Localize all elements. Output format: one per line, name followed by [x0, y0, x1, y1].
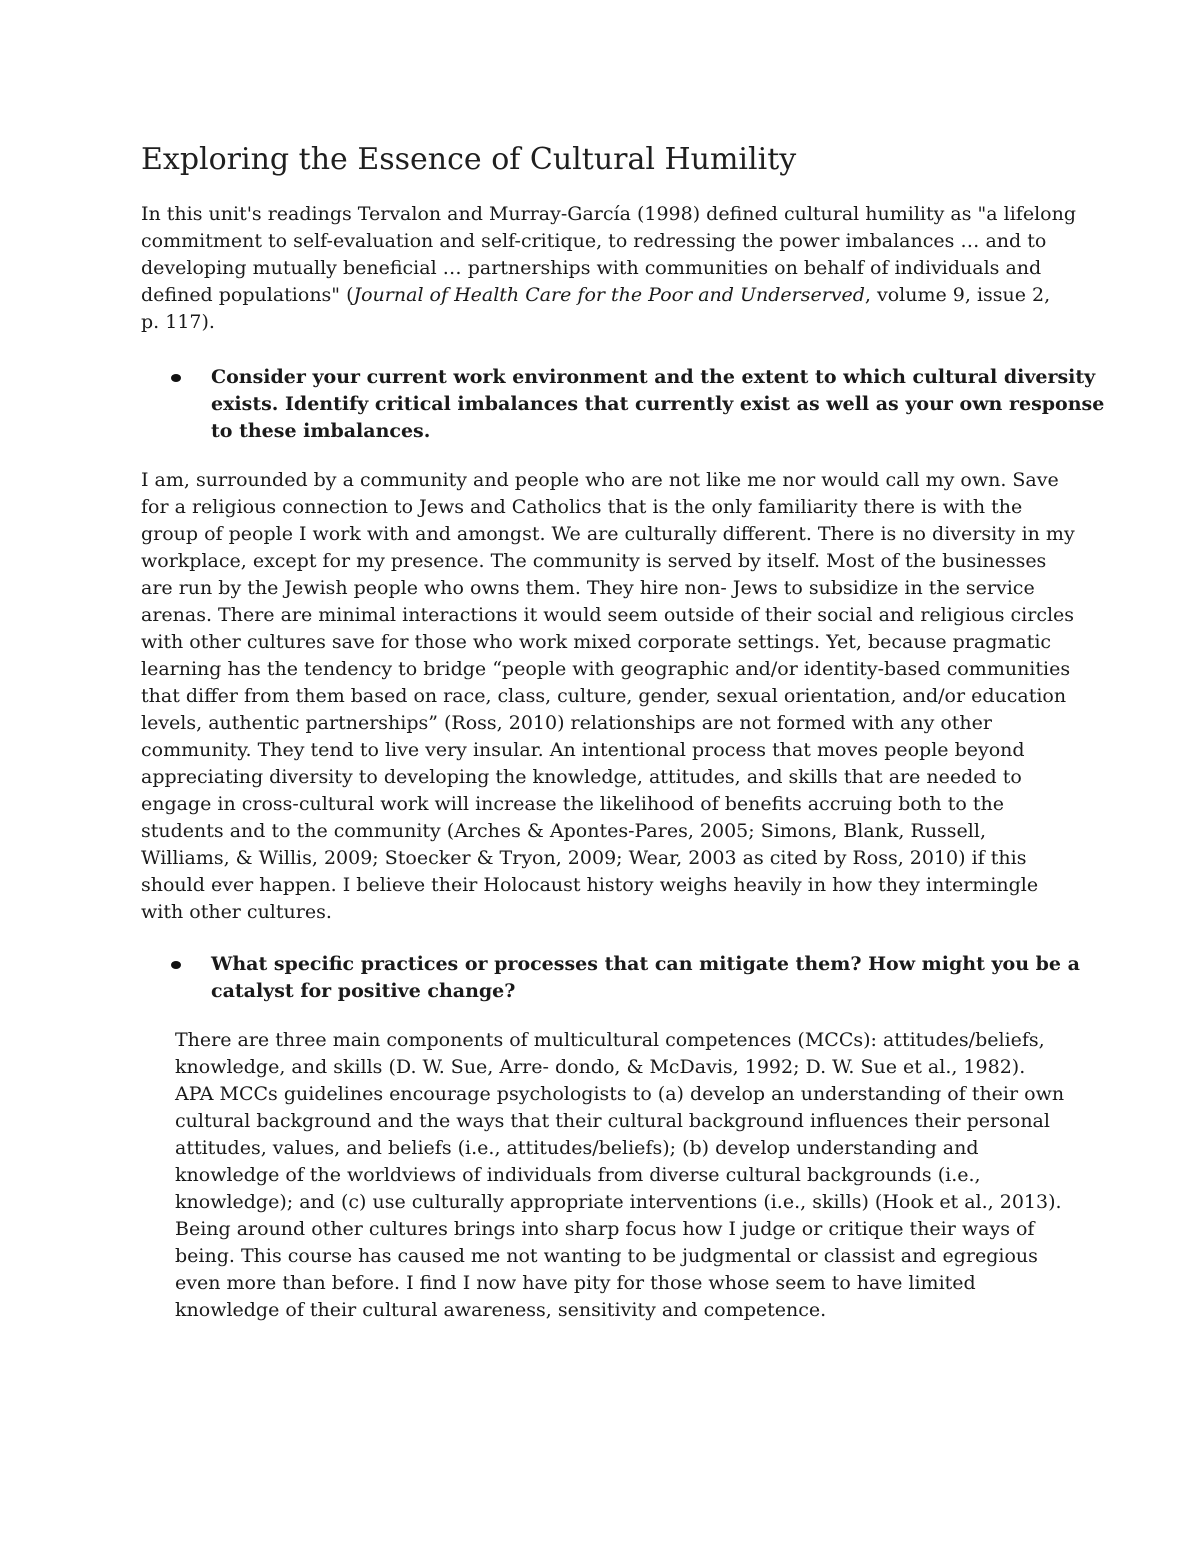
journal-title: Journal of Health Care for the Poor and Underserved: [353, 284, 865, 306]
intro-line: [141, 282, 1076, 309]
response-line: engage in cross-cultural work will increase the likelihood of benefits accruing both to the: [141, 793, 1004, 815]
question-line: Consider your current work environment and the extent to which cultural diversity: [211, 366, 1096, 388]
response-line: arenas. There are minimal interactions it would seem outside of their social and religious circles: [141, 604, 1075, 626]
question-line: What specific practices or processes that can mitigate them? How might you be a: [211, 953, 1080, 975]
response-line: cultural background and the ways that their cultural background influences their personal: [175, 1110, 1050, 1132]
response-line: attitudes, values, and beliefs (i.e., attitudes/beliefs); (b) develop understanding and: [175, 1137, 979, 1159]
response-line: knowledge); and (c) use culturally appropriate interventions (i.e., skills) (Hook et al., 2013).: [175, 1191, 1062, 1213]
response-line: students and to the community (Arches & Apontes-Pares, 2005; Simons, Blank, Russell,: [141, 820, 986, 842]
response-paragraph-1: [141, 467, 1075, 926]
response-line: APA MCCs guidelines encourage psychologists to (a) develop an understanding of their own: [175, 1083, 1065, 1105]
response-line: even more than before. I find I now have pity for those whose seem to have limited: [175, 1272, 976, 1294]
response-line: knowledge of their cultural awareness, sensitivity and competence.: [175, 1299, 827, 1321]
response-line: learning has the tendency to bridge “people with geographic and/or identity-based communities: [141, 658, 1071, 680]
question-text: [211, 364, 1104, 445]
response-line: with other cultures.: [141, 901, 332, 923]
response-line: There are three main components of multicultural competences (MCCs): attitudes/beliefs,: [175, 1029, 1045, 1051]
response-line: appreciating diversity to developing the knowledge, attitudes, and skills that are needed to: [141, 766, 1022, 788]
intro-line: p. 117).: [141, 311, 215, 333]
response-line: being. This course has caused me not wanting to be judgmental or classist and egregious: [175, 1245, 1038, 1267]
response-line: with other cultures save for those who work mixed corporate settings. Yet, because pragmatic: [141, 631, 1052, 653]
intro-citation-suffix: , volume 9, issue 2,: [864, 284, 1051, 306]
response-line: group of people I work with and amongst. We are culturally different. There is no diversity in my: [141, 523, 1075, 545]
response-line: levels, authentic partnerships” (Ross, 2010) relationships are not formed with any other: [141, 712, 992, 734]
question-line: catalyst for positive change?: [211, 980, 516, 1002]
response-line: Being around other cultures brings into sharp focus how I judge or critique their ways of: [175, 1218, 1035, 1240]
question-line: to these imbalances.: [211, 420, 431, 442]
question-line: exists. Identify critical imbalances that currently exist as well as your own response: [211, 393, 1105, 415]
response-paragraph-2: [175, 1027, 1064, 1324]
intro-line: developing mutually beneficial … partnerships with communities on behalf of individuals and: [141, 257, 1042, 279]
response-line: community. They tend to live very insular. An intentional process that moves people beyond: [141, 739, 1025, 761]
intro-line: commitment to self-evaluation and self-critique, to redressing the power imbalances … and to: [141, 230, 1047, 252]
response-line: workplace, except for my presence. The community is served by itself. Most of the businesses: [141, 550, 1047, 572]
document-title: Exploring the Essence of Cultural Humility: [141, 142, 797, 177]
response-line: Williams, & Willis, 2009; Stoecker & Tryon, 2009; Wear, 2003 as cited by Ross, 2010) if this: [141, 847, 1027, 869]
question-text: [211, 951, 1080, 1005]
response-line: for a religious connection to Jews and Catholics that is the only familiarity there is with the: [141, 496, 1023, 518]
response-line: that differ from them based on race, class, culture, gender, sexual orientation, and/or education: [141, 685, 1067, 707]
bullet-dot-icon: [171, 374, 181, 382]
intro-line: In this unit's readings Tervalon and Murray-García (1998) defined cultural humility as "a lifelong: [141, 203, 1076, 225]
intro-paragraph: [141, 201, 1076, 336]
bullet-dot-icon: [171, 961, 181, 969]
intro-citation-prefix: defined populations" (: [141, 284, 354, 306]
response-line: are run by the Jewish people who owns them. They hire non- Jews to subsidize in the service: [141, 577, 1035, 599]
response-line: knowledge, and skills (D. W. Sue, Arre- dondo, & McDavis, 1992; D. W. Sue et al., 1982).: [175, 1056, 1026, 1078]
response-line: should ever happen. I believe their Holocaust history weighs heavily in how they intermingle: [141, 874, 1039, 896]
response-line: I am, surrounded by a community and people who are not like me nor would call my own. Save: [141, 469, 1059, 491]
response-line: knowledge of the worldviews of individuals from diverse cultural backgrounds (i.e.,: [175, 1164, 981, 1186]
